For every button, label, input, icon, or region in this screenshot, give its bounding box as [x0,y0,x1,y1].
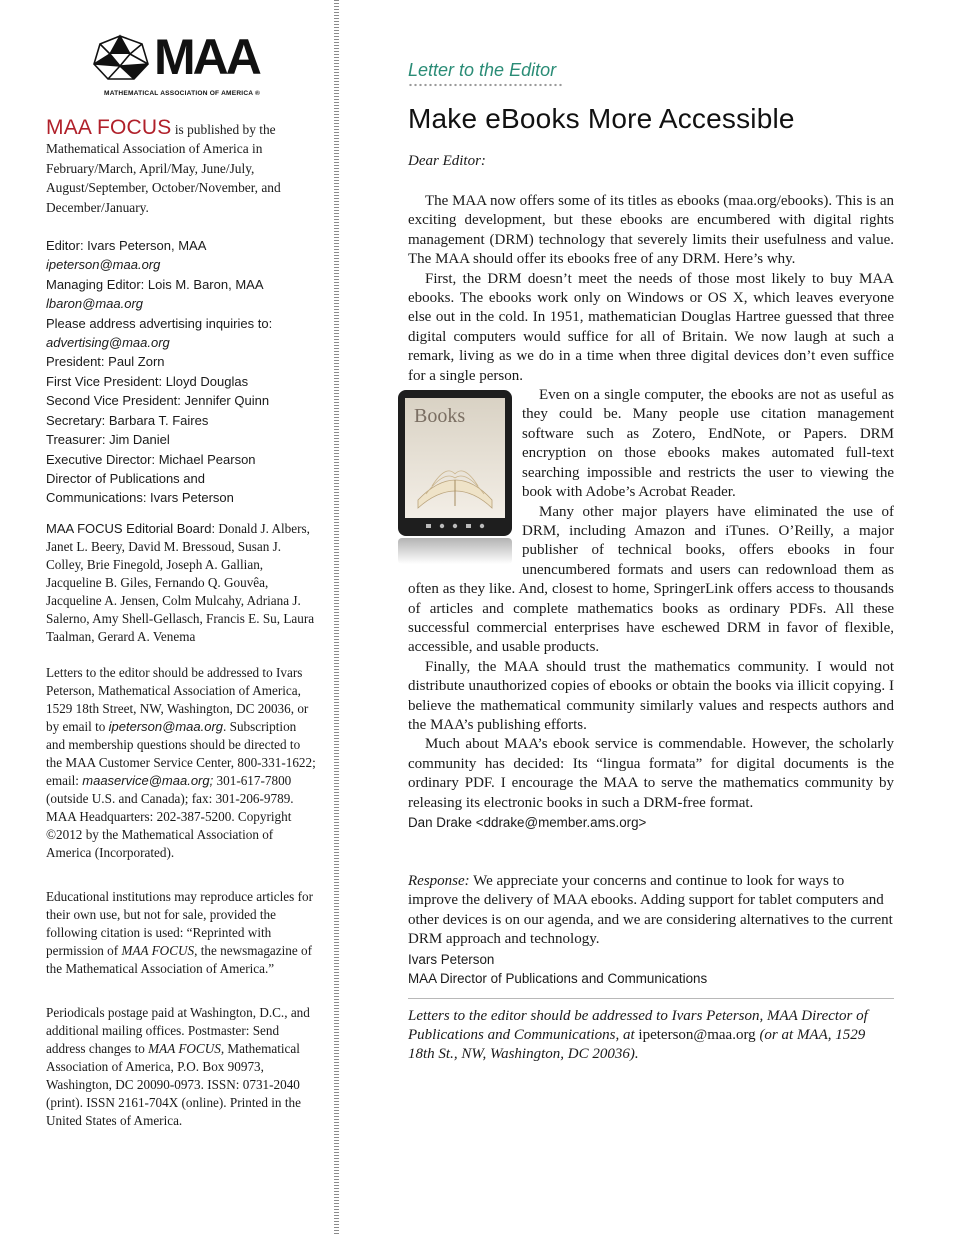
editor-response [408,872,894,950]
editorial-board [46,520,318,646]
image-book-label: Books [414,405,466,428]
postage-text-1: Periodicals postage paid at Washington, D.C., and additional mailing offices. Postmaster: Send address changes to [46,1004,310,1056]
letters-info-text-3: 301-617-7800 (outside U.S. and Canada); fax: 301-206-9789. MAA Headquarters: 202-387-5200. Copyright ©2012 by the Mathematical Association of America (Incorporated). [46,772,294,860]
intro-line-5: December/January. [46,199,149,215]
column-divider [334,0,339,1236]
postage-text-2: Mathematical Association of America, P.O. Box 90973, Washington, DC 20090-0973. ISSN: 0731-2040 (print). ISSN 2161-704X (online). Printed in the United States of America. [46,1040,301,1128]
footer-note-text-1: Letters to the editor should be addressed to Ivars Peterson, MAA Director of Publications and Communications, at [408,1007,868,1044]
secretary-line: Secretary: Barbara T. Faires [46,412,209,428]
tablet-book-image [396,390,514,564]
paragraph-2: First, the DRM doesn’t meet the needs of those most likely to buy MAA ebooks. The ebooks work only on Windows or OS X, which leaves everyone else out in the cold. In 1951, mathematician Douglas Hartree guessed that three digital computers would suffice for all of Britain. We now laugh at such a remark, living as we do in a time when three digital devices don’t even suffice for a single person. [408,270,894,384]
dir-pub-line-1: Director of Publications and [46,470,205,486]
publication-info [46,118,318,217]
article-body [408,192,894,813]
editor-line: Editor: Ivars Peterson, MAA [46,238,207,254]
response-name: Ivars Peterson [408,951,495,967]
footer-note-text-2: (or at MAA, 1529 18th St., NW, Washington, DC 20036). [408,1027,866,1063]
footer-email[interactable]: ipeterson@maa.org [638,1027,756,1044]
letters-email[interactable]: ipeterson@maa.org [108,718,224,734]
paragraph-6: Much about MAA’s ebook service is commendable. However, the scholarly community has decided: Its “lingua formata” for digital documents is the ordinary PDF. I encourage the MAA to serve the mathematics community by releasing its electronic books in such a DRM-free format. [408,736,894,811]
intro-line-1: is published by the [171,122,276,137]
brand-name: MAA FOCUS [46,116,172,139]
paragraph-5: Finally, the MAA should trust the mathematics community. I would not distribute unauthorized copies of ebooks or obtain the books via illicit copying. I believe the mathematical community similarly values and respects authors and the MAA’s publishing efforts. [408,658,894,733]
advertising-label: Please address advertising inquiries to: [46,315,273,331]
letters-info [46,664,318,862]
response-title: MAA Director of Publications and Communications [408,970,708,986]
editor-email[interactable]: ipeterson@maa.org [46,257,161,273]
second-vp-line: Second Vice President: Jennifer Quinn [46,393,270,409]
reproduce-text-1: Educational institutions may reproduce articles for their own use, but not for sale, provided the following citation is used: “Reprinted with permission of [46,888,313,958]
service-email[interactable]: maaservice@maa.org; [82,772,214,788]
logo-subtitle: MATHEMATICAL ASSOCIATION OF AMERICA ® [104,90,261,97]
article-column [408,60,894,1065]
managing-editor-email[interactable]: lbaron@maa.org [46,296,144,312]
article-headline: Make eBooks More Accessible [408,103,795,134]
letters-info-text-1: Letters to the editor should be addressed to Ivars Peterson, Mathematical Association of America, 1529 18th Street, NW, Washington, DC 20036, or by email to [46,664,309,734]
paragraph-1: The MAA now offers some of its titles as ebooks (maa.org/ebooks). This is an exciting development, but these ebooks are encumbered with digital rights management (DRM) technology that severely limits their usefulness and value. The MAA should offer its ebooks free of any DRM. Here’s why. [408,193,894,268]
dir-pub-line-2: Communications: Ivars Peterson [46,490,234,506]
polyhedron-icon [90,34,152,82]
paragraph-3: Even on a single computer, the ebooks are not as useful as they could be. Many people use citation management software such as Zotero, EndNote, or Papers. DRM encryption on those ebooks makes automated full-text searching impossible and restricts the user to viewing the book with Adobe’s Acrobat Reader. [522,387,894,501]
letter-signature: Dan Drake <ddrake@member.ams.org> [408,815,647,830]
response-label: Response: [408,873,470,889]
editorial-board-label: MAA FOCUS Editorial Board: [46,520,216,536]
reproduce-brand: MAA FOCUS [121,942,195,958]
salutation: Dear Editor: [408,153,486,169]
masthead-column [46,30,318,1130]
response-text: We appreciate your concerns and continue to look for ways to improve the delivery of MAA ebooks. Adding support for tablet computers and other devices is on our agenda, and we are considering alternatives to the current DRM approach and technology. [408,873,893,948]
reproduce-text-2: , the newsmagazine of the Mathematical Association of America.” [46,942,313,976]
editorial-board-text: Donald J. Albers, Janet L. Beery, David M. Bressoud, Susan J. Colley, Brie Finegold, Joseph A. Gallian, Jacqueline B. Giles, Fernando Q. Gouvêa, Jacqueline A. Jensen, Colm Mulcahy, Adriana J. Salerno, Amy Shell-Gellasch, Francis E. Su, Laura Taalman, Gerard A. Venema [46,520,315,644]
dotted-rule [408,83,562,87]
postage-notice [46,1004,318,1130]
staff-list [46,236,318,508]
footer-rule [408,998,894,999]
president-line: President: Paul Zorn [46,354,165,370]
reproduce-notice [46,888,318,978]
maa-logo [90,30,318,98]
footer-note [408,1007,894,1065]
intro-line-3: February/March, April/May, June/July, [46,160,255,176]
logo-wordmark: MAA [154,29,259,85]
exec-director-line: Executive Director: Michael Pearson [46,451,256,467]
intro-line-2: Mathematical Association of America in [46,141,263,157]
section-kicker: Letter to the Editor [408,60,557,80]
first-vp-line: First Vice President: Lloyd Douglas [46,373,249,389]
letters-info-text-2: . Subscription and membership questions should be directed to the MAA Customer Service Center, 800-331-1622; email: [46,718,316,788]
postage-brand: MAA FOCUS, [148,1040,225,1056]
treasurer-line: Treasurer: Jim Daniel [46,432,170,448]
paragraph-4: Many other major players have eliminated the use of DRM, including Amazon and iTunes. O’Reilly, a major publisher of technical books, offers ebooks in four unencumbered formats and users can redownload them as often as they like. And, closest to home, SpringerLink offers access to thousands of articles and complete mathematics books as ordinary PDFs. All these successful commercial enterprises have eschewed DRM in favor of flexible, accessible, and usable products. [408,503,894,656]
advertising-email[interactable]: advertising@maa.org [46,335,170,351]
intro-line-4: August/September, October/November, and [46,180,281,196]
managing-editor-line: Managing Editor: Lois M. Baron, MAA [46,276,264,292]
